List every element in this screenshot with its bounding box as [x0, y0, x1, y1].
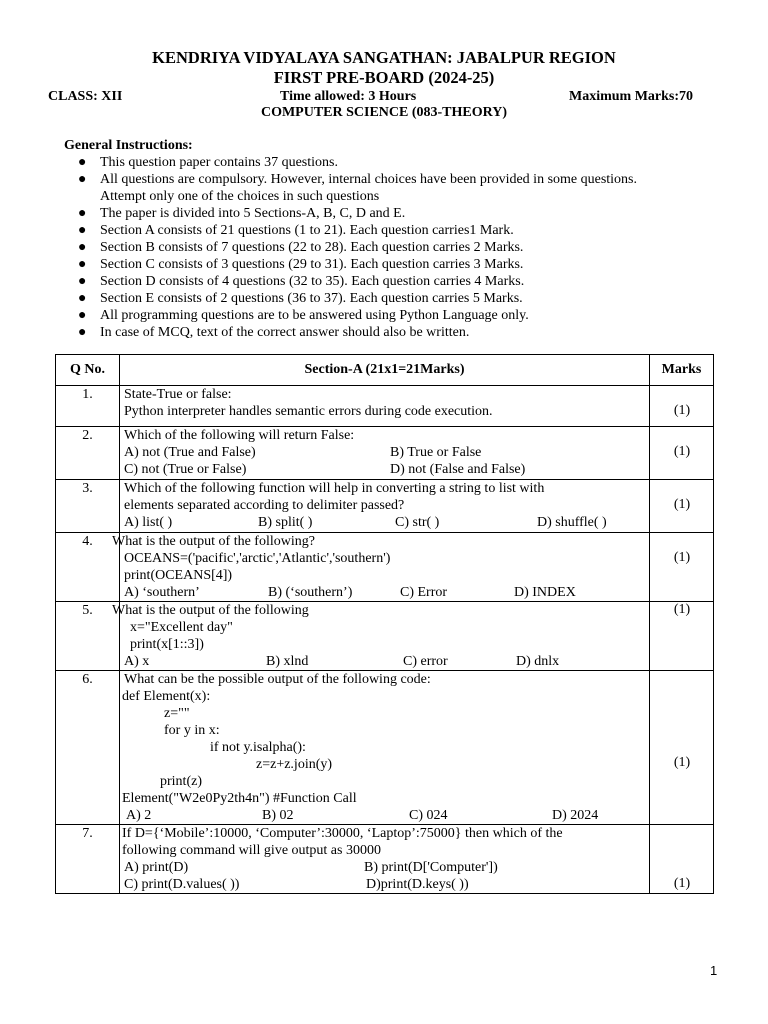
- bullet-icon: ●: [78, 155, 87, 170]
- marks-header: Marks: [650, 355, 714, 386]
- option: A) print(D): [124, 860, 189, 875]
- options-line: [120, 584, 649, 601]
- page-number: 1: [710, 963, 718, 978]
- question-body: What can be the possible output of the following code: def Element(x): z="" for y in x: if not y.isalpha(): z=z+z.join(y) print(z) Element("W2e0Py2th4n") #Function Call A) 2 B) 02 C) 024 D) 2024: [120, 671, 650, 825]
- question-row: [56, 602, 714, 671]
- option: D) not (False and False): [390, 462, 526, 477]
- question-row: [56, 671, 714, 825]
- bullet-icon: ●: [78, 223, 87, 238]
- option: C) 024: [409, 808, 448, 823]
- bullet-icon: ●: [78, 308, 87, 323]
- instruction-item: ● Section E consists of 2 questions (36 to 37). Each question carries 5 Marks.: [78, 291, 523, 306]
- questions-table: [55, 354, 714, 894]
- bullet-icon: ●: [78, 291, 87, 306]
- question-number: 1.: [56, 386, 120, 427]
- question-mark: (1): [650, 533, 714, 602]
- option: D) dnlx: [516, 654, 560, 669]
- question-mark: (1): [650, 427, 714, 480]
- question-number: 2.: [56, 427, 120, 480]
- option: C) print(D.values( )): [124, 877, 240, 892]
- section-header: Section-A (21x1=21Marks): [120, 355, 650, 386]
- instruction-item: ● All programming questions are to be answered using Python Language only.: [78, 308, 529, 323]
- exam-title: FIRST PRE-BOARD (2024-25): [273, 68, 495, 87]
- question-mark: (1): [650, 602, 714, 671]
- question-number: 6.: [56, 671, 120, 825]
- option: C) error: [403, 654, 448, 669]
- question-mark: (1): [650, 386, 714, 427]
- instructions-heading: General Instructions:: [64, 138, 193, 153]
- option: D) shuffle( ): [537, 515, 607, 530]
- option: A) list( ): [124, 515, 173, 530]
- general-instructions: [64, 137, 724, 341]
- option: B) True or False: [390, 445, 482, 460]
- question-body: If D={‘Mobile’:10000, ‘Computer’:30000, ‘Laptop’:75000} then which of the following command will give output as 30000 A) print(D) B) print(D['Computer']) C) print(D.values( )) D)print(D.keys( )): [120, 825, 650, 894]
- table-header-row: [56, 355, 714, 386]
- instruction-item: ● The paper is divided into 5 Sections-A, B, C, D and E.: [78, 206, 406, 221]
- bullet-icon: ●: [78, 325, 87, 340]
- option: A) 2: [126, 808, 152, 823]
- bullet-icon: ●: [78, 172, 87, 187]
- instruction-item: ● This question paper contains 37 questions.: [78, 155, 338, 170]
- question-body: Which of the following will return False: A) not (True and False) B) True or False C) not (True or False) D) not (False and False): [120, 427, 650, 480]
- option: C) str( ): [395, 515, 440, 530]
- question-mark: (1): [650, 480, 714, 533]
- option: D) 2024: [552, 808, 599, 823]
- instruction-item: ● Section A consists of 21 questions (1 to 21). Each question carries1 Mark.: [78, 223, 514, 238]
- option: A) x: [124, 654, 150, 669]
- option: A) not (True and False): [124, 445, 256, 460]
- instruction-item: ● In case of MCQ, text of the correct answer should also be written.: [78, 325, 470, 340]
- option: C) not (True or False): [124, 462, 247, 477]
- maximum-marks: Maximum Marks:70: [569, 89, 694, 104]
- question-number: 7.: [56, 825, 120, 894]
- question-row: [56, 480, 714, 533]
- question-number: 3.: [56, 480, 120, 533]
- question-mark: (1): [650, 671, 714, 825]
- option: D)print(D.keys( )): [366, 877, 469, 892]
- instructions-list: [64, 154, 724, 341]
- question-body: State-True or false: Python interpreter handles semantic errors during code execution.: [120, 386, 650, 427]
- option: B) (‘southern’): [268, 585, 353, 600]
- instruction-item-continuation: Attempt only one of the choices in such questions: [100, 189, 380, 204]
- bullet-icon: ●: [78, 240, 87, 255]
- options-line: [120, 514, 649, 531]
- options-line: [120, 859, 649, 876]
- option: B) 02: [262, 808, 294, 823]
- bullet-icon: ●: [78, 257, 87, 272]
- organization-title: KENDRIYA VIDYALAYA SANGATHAN: JABALPUR REGION: [152, 48, 616, 67]
- option: D) INDEX: [514, 585, 576, 600]
- instruction-item: ● All questions are compulsory. However, internal choices have been provided in some questions.: [78, 172, 638, 187]
- instruction-item: ● Section C consists of 3 questions (29 to 31). Each question carries 3 Marks.: [78, 257, 524, 272]
- option: B) print(D['Computer']): [364, 860, 498, 875]
- question-row: [56, 427, 714, 480]
- bullet-icon: ●: [78, 206, 87, 221]
- question-body: What is the output of the following x="Excellent day" print(x[1::3]) A) x B) xlnd C) error D) dnlx: [120, 602, 650, 671]
- question-row: [56, 825, 714, 894]
- option: A) ‘southern’: [124, 585, 200, 600]
- options-line: [120, 876, 649, 893]
- question-row: [56, 386, 714, 427]
- question-number: 5.: [56, 602, 120, 671]
- question-body: What is the output of the following? OCEANS=('pacific','arctic','Atlantic','southern') print(OCEANS[4]) A) ‘southern’ B) (‘southern’) C) Error D) INDEX: [120, 533, 650, 602]
- option: B) xlnd: [266, 654, 309, 669]
- time-allowed: Time allowed: 3 Hours: [280, 89, 417, 104]
- options-line: [120, 653, 649, 670]
- instruction-item: ● Section D consists of 4 questions (32 to 35). Each question carries 4 Marks.: [78, 274, 525, 289]
- subject-title: COMPUTER SCIENCE (083-THEORY): [260, 105, 508, 120]
- question-body: Which of the following function will help in converting a string to list with elements separated according to delimiter passed? A) list( ) B) split( ) C) str( ) D) shuffle( ): [120, 480, 650, 533]
- question-row: [56, 533, 714, 602]
- option: C) Error: [400, 585, 448, 600]
- options-line: [120, 444, 649, 461]
- question-mark: (1): [650, 825, 714, 894]
- options-line: [120, 461, 649, 478]
- qno-header: Q No.: [56, 355, 120, 386]
- option: B) split( ): [258, 515, 313, 530]
- bullet-icon: ●: [78, 274, 87, 289]
- class-label: CLASS: XII: [48, 89, 123, 104]
- question-number: 4.: [56, 533, 120, 602]
- options-line: [120, 807, 649, 824]
- instruction-item: ● Section B consists of 7 questions (22 to 28). Each question carries 2 Marks.: [78, 240, 524, 255]
